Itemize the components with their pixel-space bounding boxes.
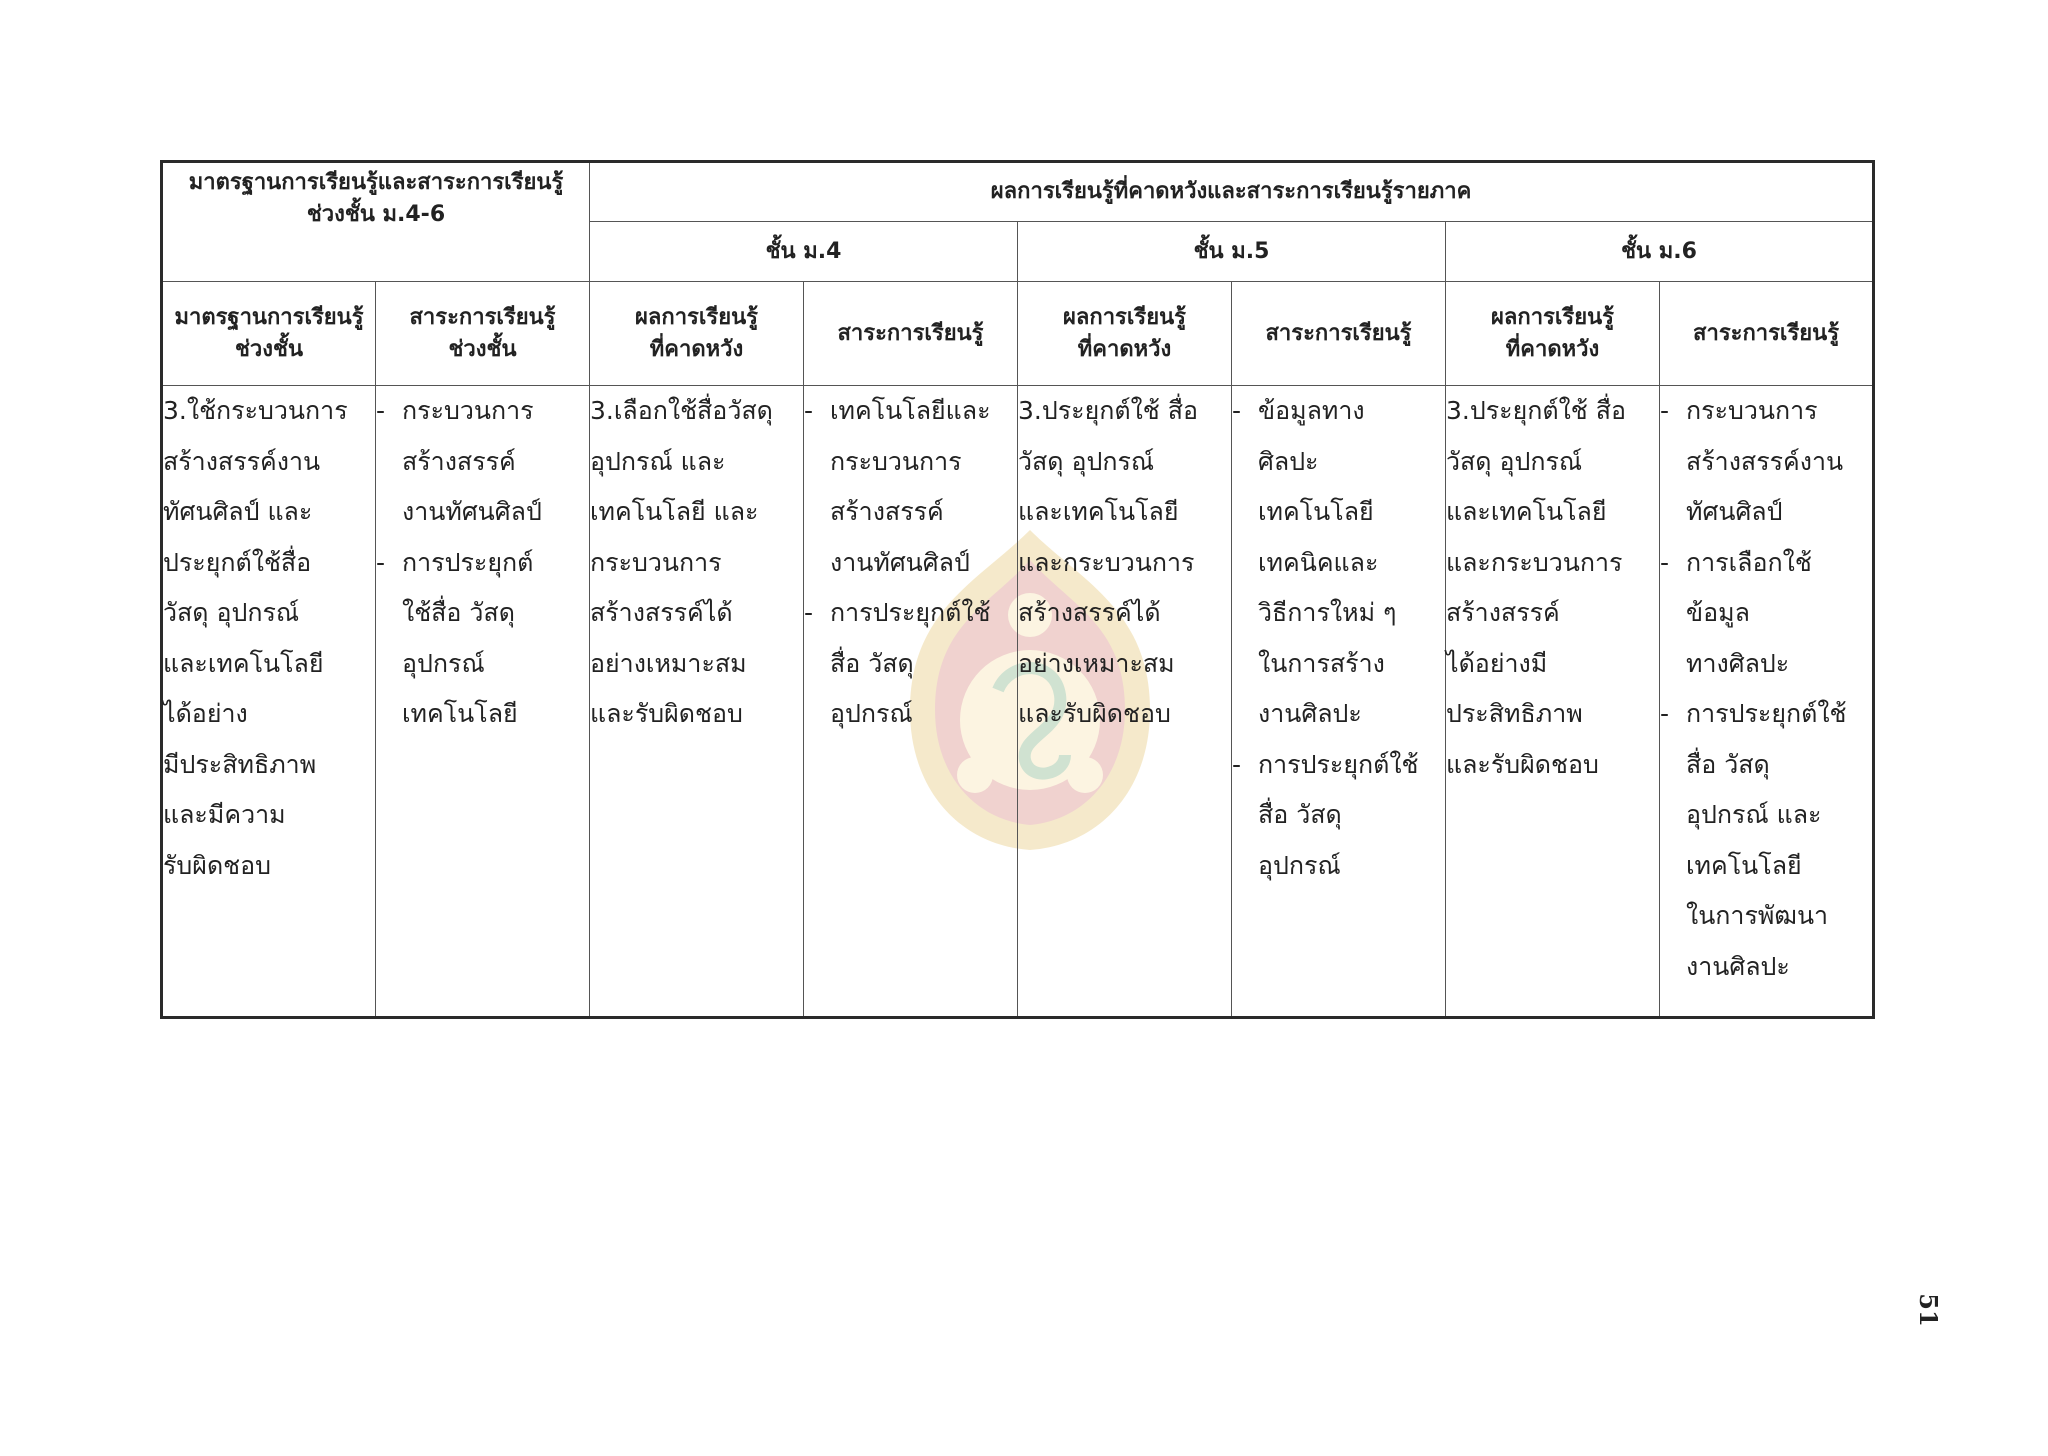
bullet-line: กระบวนการ [402, 396, 534, 425]
bullet-line: กระบวนการ [830, 446, 962, 476]
item-line: ทัศนศิลป์ และ [163, 497, 313, 526]
bullet-line: สื่อ วัสดุ [1258, 800, 1342, 829]
cell-content-m5 [1232, 386, 1446, 1018]
bullet-dash: - [1232, 396, 1242, 425]
bullet-item [1660, 538, 1872, 690]
bullet-item [804, 588, 1017, 740]
header-standards-range [162, 162, 590, 282]
bullet-line: งานทัศนศิลป์ [830, 547, 970, 577]
item-line: และเทคโนโลยี [1446, 497, 1607, 526]
item-line: วัสดุ อุปกรณ์ [1018, 446, 1155, 476]
item-line: และรับผิดชอบ [1018, 699, 1171, 728]
subheader-content-m5: สาระการเรียนรู้ [1232, 282, 1446, 386]
cell-content-m6 [1660, 386, 1874, 1018]
bullet-line: อุปกรณ์ [830, 699, 913, 728]
item-line: มีประสิทธิภาพ [163, 749, 317, 779]
subheader-standard: มาตรฐานการเรียนรู้ ช่วงชั้น [162, 282, 376, 386]
item-line: สร้างสรรค์ [1446, 598, 1560, 627]
cell-standard [162, 386, 376, 1018]
bullet-line: ทัศนศิลป์ [1686, 497, 1783, 526]
bullet-line: งานศิลปะ [1258, 699, 1362, 728]
item-line: และเทคโนโลยี [1018, 497, 1179, 526]
item-line: ใช้กระบวนการ [186, 396, 348, 425]
bullet-line: ข้อมูลทาง [1258, 396, 1365, 425]
bullet-line: เทคโนโลยีและ [830, 396, 991, 425]
item-line: วัสดุ อุปกรณ์ [163, 598, 300, 627]
item-line: กระบวนการ [590, 547, 722, 577]
item-number: 3. [163, 396, 187, 425]
numbered-item [1018, 386, 1231, 740]
bullet-line: การเลือกใช้ [1686, 547, 1812, 577]
bullet-dash: - [376, 396, 386, 425]
bullet-line: ทางศิลปะ [1686, 648, 1790, 678]
cell-content-range [376, 386, 590, 1018]
subheader-expected-m4: ผลการเรียนรู้ ที่คาดหวัง [590, 282, 804, 386]
bullet-item [1232, 386, 1445, 740]
item-line: ประยุกต์ใช้ สื่อ [1469, 396, 1626, 425]
cell-expected-m6 [1446, 386, 1660, 1018]
subheader-expected-m5: ผลการเรียนรู้ ที่คาดหวัง [1018, 282, 1232, 386]
bullet-line: การประยุกต์ใช้ [1258, 749, 1419, 779]
numbered-item [590, 386, 803, 740]
header-standards-line2: ช่วงชั้น ม.4-6 [306, 202, 446, 227]
bullet-dash: - [376, 547, 386, 577]
item-number: 3. [1446, 396, 1470, 425]
bullet-item [1660, 386, 1872, 538]
item-number: 3. [590, 396, 614, 425]
bullet-dash: - [1660, 699, 1670, 728]
item-line: และกระบวนการ [1018, 547, 1195, 577]
bullet-line: การประยุกต์ [402, 547, 534, 577]
item-line: อย่างเหมาะสม [590, 648, 747, 678]
bullet-line: ในการสร้าง [1258, 648, 1385, 678]
subheader-content-range: สาระการเรียนรู้ ช่วงชั้น [376, 282, 590, 386]
bullet-dash: - [804, 598, 814, 627]
page-number: 51 [1914, 1293, 1943, 1327]
bullet-line: การประยุกต์ใช้ [1686, 699, 1847, 728]
item-line: สร้างสรรค์ได้ [590, 598, 733, 627]
bullet-line: อุปกรณ์ [1258, 850, 1341, 880]
bullet-line: สื่อ วัสดุ [1686, 749, 1770, 779]
bullet-item [804, 386, 1017, 588]
bullet-line: ในการพัฒนา [1686, 901, 1829, 930]
bullet-line: สร้างสรรค์ [830, 497, 944, 526]
item-line: และรับผิดชอบ [590, 699, 743, 728]
bullet-line: สร้างสรรค์ [402, 446, 516, 476]
bullet-line: งานทัศนศิลป์ [402, 497, 542, 526]
bullet-line: การประยุกต์ใช้ [830, 598, 991, 627]
item-line: สร้างสรรค์งาน [163, 446, 321, 476]
item-line: เทคโนโลยี และ [590, 497, 759, 526]
bullet-item [376, 386, 589, 538]
bullet-line: งานศิลปะ [1686, 951, 1790, 981]
header-expected-outcomes: ผลการเรียนรู้ที่คาดหวังและสาระการเรียนรู้รายภาค [590, 162, 1874, 222]
bullet-line: อุปกรณ์ [402, 648, 485, 678]
header-standards-line1: มาตรฐานการเรียนรู้และสาระการเรียนรู้ [188, 170, 564, 195]
bullet-line: ใช้สื่อ วัสดุ [402, 598, 515, 627]
cell-expected-m4 [590, 386, 804, 1018]
bullet-line: สร้างสรรค์งาน [1686, 446, 1844, 476]
item-line: และมีความ [163, 800, 286, 829]
subheader-content-m6: สาระการเรียนรู้ [1660, 282, 1874, 386]
subheader-content-m4: สาระการเรียนรู้ [804, 282, 1018, 386]
grade-header-m6: ชั้น ม.6 [1446, 222, 1874, 282]
item-line: รับผิดชอบ [163, 850, 272, 880]
bullet-item [1232, 740, 1445, 892]
bullet-line: กระบวนการ [1686, 396, 1818, 425]
numbered-item [163, 386, 375, 891]
grade-header-m5: ชั้น ม.5 [1018, 222, 1446, 282]
item-line: วัสดุ อุปกรณ์ [1446, 446, 1583, 476]
cell-content-m4 [804, 386, 1018, 1018]
bullet-dash: - [1232, 749, 1242, 779]
item-line: ประสิทธิภาพ [1446, 699, 1583, 728]
bullet-line: ศิลปะ [1258, 446, 1319, 476]
item-line: และกระบวนการ [1446, 547, 1623, 577]
bullet-line: เทคโนโลยี [1258, 497, 1374, 526]
grade-header-m4: ชั้น ม.4 [590, 222, 1018, 282]
item-line: และรับผิดชอบ [1446, 749, 1599, 779]
bullet-dash: - [804, 396, 814, 425]
bullet-line: ข้อมูล [1686, 598, 1750, 627]
item-line: ประยุกต์ใช้ สื่อ [1041, 396, 1198, 425]
item-line: ได้อย่าง [163, 699, 248, 728]
item-line: สร้างสรรค์ได้ [1018, 598, 1161, 627]
cell-expected-m5 [1018, 386, 1232, 1018]
subheader-expected-m6: ผลการเรียนรู้ ที่คาดหวัง [1446, 282, 1660, 386]
numbered-item [1446, 386, 1659, 790]
item-line: เลือกใช้สื่อวัสดุ [613, 396, 773, 425]
curriculum-table [160, 160, 1875, 1019]
bullet-line: อุปกรณ์ และ [1686, 800, 1822, 829]
bullet-item [376, 538, 589, 740]
item-line: ประยุกต์ใช้สื่อ [163, 547, 312, 577]
bullet-dash: - [1660, 547, 1670, 577]
item-line: และเทคโนโลยี [163, 648, 324, 678]
bullet-line: เทคโนโลยี [1686, 850, 1802, 880]
item-number: 3. [1018, 396, 1042, 425]
item-line: ได้อย่างมี [1446, 648, 1548, 678]
bullet-dash: - [1660, 396, 1670, 425]
bullet-line: สื่อ วัสดุ [830, 648, 914, 678]
item-line: อย่างเหมาะสม [1018, 648, 1175, 678]
bullet-line: เทคนิคและ [1258, 547, 1379, 577]
bullet-item [1660, 689, 1872, 992]
bullet-line: เทคโนโลยี [402, 699, 518, 728]
bullet-line: วิธีการใหม่ ๆ [1258, 598, 1397, 627]
item-line: อุปกรณ์ และ [590, 446, 726, 476]
